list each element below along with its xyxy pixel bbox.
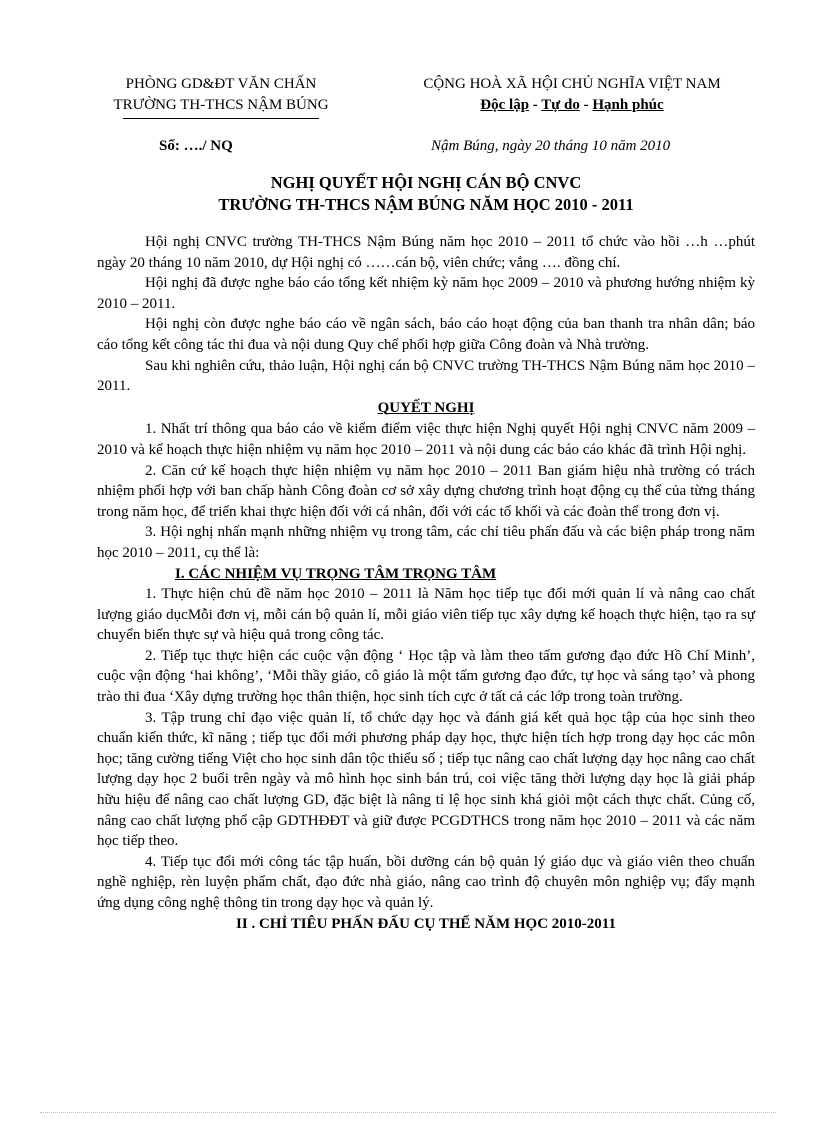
paragraph: Sau khi nghiên cứu, thảo luận, Hội nghị cán bộ CNVC trường TH-THCS Nậm Búng năm học 2010 – 2011.	[97, 357, 755, 395]
resolution-heading: QUYẾT NGHỊ	[377, 399, 475, 416]
task-item: 3. Tập trung chỉ đạo việc quản lí, tổ chức dạy học và đánh giá kết quả học tập của học sinh theo chuẩn kiến thức, kĩ năng ; tiếp tục đổi mới phương pháp dạy học, thực hiện tích hợp trong dạy học các môn học; tăng cường tiếng Việt cho học sinh dân tộc thiểu số ; tiếp tục nâng cao chất lượng dạy học nâng cao chất lượng dạy học 2 buổi trên ngày và mô hình học sinh bán trú, coi việc tăng thời lượng dạy học là giải pháp hữu hiệu để nâng cao chất lượng GD, đặc biệt là nâng tỉ lệ học sinh khá giỏi một cách thực chất. Củng cố, nâng cao chất lượng phổ cập GDTHĐĐT và giữ được PCGDTHCS trong năm học 2010 – 2011 và các năm học tiếp theo.	[97, 709, 755, 850]
document-title	[97, 172, 755, 216]
paragraph: Hội nghị còn được nghe báo cáo về ngân sách, báo cáo hoạt động của ban thanh tra nhân dân; báo cáo tổng kết công tác thi đua và nội dung Quy chế phối hợp giữa Công đoàn và Nhà trường.	[97, 316, 755, 353]
paragraph: Hội nghị CNVC trường TH-THCS Nậm Búng năm học 2010 – 2011 tổ chức vào hồi …h …phút ngày 20 tháng 10 năm 2010, dự Hội nghị có ……cán bộ, viên chức; vắng …. đồng chí.	[97, 234, 755, 271]
department-name: PHÒNG GD&ĐT VĂN CHẤN	[125, 76, 317, 92]
national-motto	[387, 95, 757, 116]
document-body	[97, 232, 755, 934]
task-item: 2. Tiếp tục thực hiện các cuộc vận động ‘ Học tập và làm theo tấm gương đạo đức Hồ Chí Minh’, cuộc vận động ‘hai không’, ‘Mỗi thầy giáo, cô giáo là một tấm gương đạo đức, tự học và sáng tạo’ và phong trào thi đua ‘Xây dựng trường học thân thiện, học sinh tích cực ở tất cả các lớp trong toàn trường.	[97, 647, 755, 706]
resolution-item: 3. Hội nghị nhấn mạnh những nhiệm vụ trong tâm, các chỉ tiêu phấn đấu và các biện pháp trong năm học 2010 – 2011, cụ thể là:	[97, 524, 755, 561]
document-header	[97, 74, 755, 134]
document-page	[97, 74, 755, 934]
motto-separator: -	[529, 97, 542, 113]
motto-freedom: Tự do	[541, 97, 580, 113]
section-heading: I. CÁC NHIỆM VỤ TRỌNG TÂM TRỌNG TÂM	[175, 565, 497, 582]
document-number: Số: …./ NQ	[159, 138, 233, 154]
motto-separator: -	[579, 97, 593, 113]
document-meta	[97, 134, 755, 162]
task-item: 4. Tiếp tục đổi mới công tác tập huấn, bồi dưỡng cán bộ quản lý giáo dục và giáo viên theo chuẩn nghề nghiệp, rèn luyện phẩm chất, đạo đức nhà giáo, nâng cao trình độ chuyên môn nghiệp vụ; đẩy mạnh ứng dụng công nghệ thông tin trong dạy học và quản lý.	[97, 853, 755, 911]
header-left-underline	[123, 118, 319, 119]
issuing-agency	[97, 74, 345, 119]
section-heading: II . CHỈ TIÊU PHẤN ĐẤU CỤ THỂ NĂM HỌC 2010-2011	[236, 915, 616, 932]
task-item: 1. Thực hiện chủ đề năm học 2010 – 2011 là Năm học tiếp tục đổi mới quản lí và nâng cao chất lượng giáo dụcMỗi đơn vị, mỗi cán bộ quản lí, mỗi giáo viên tiếp tục xây dựng kế hoạch thực hiện, tạo ra sự chuyển biến thực sự và hiệu quả trong công tác.	[97, 586, 755, 644]
motto-independence: Độc lập	[480, 97, 530, 113]
title-line-2: TRƯỜNG TH-THCS NẬM BÚNG NĂM HỌC 2010 - 2011	[218, 195, 634, 214]
country-name: CỘNG HOÀ XÃ HỘI CHỦ NGHĨA VIỆT NAM	[423, 76, 721, 92]
page-bottom-divider	[40, 1112, 776, 1113]
motto-happiness: Hạnh phúc	[592, 97, 664, 113]
national-title	[387, 74, 757, 116]
resolution-item: 2. Căn cứ kế hoạch thực hiện nhiệm vụ năm học 2010 – 2011 Ban giám hiệu nhà trường có trách nhiệm phối hợp với ban chấp hành Công đoàn cơ sở xây dựng chương trình hoạt động cụ thể của từng tháng trong năm học, để triển khai thực hiện đối với cá nhân, đối với các tổ khối và các đoàn thể trong đơn vị.	[97, 462, 755, 520]
resolution-item: 1. Nhất trí thông qua báo cáo về kiểm điểm việc thực hiện Nghị quyết Hội nghị CNVC năm 2009 – 2010 và kế hoạch thực hiện nhiệm vụ năm học 2010 – 2011 và nội dung các báo cáo khác đã trình Hội nghị.	[97, 421, 755, 458]
title-line-1: NGHỊ QUYẾT HỘI NGHỊ CÁN BỘ CNVC	[270, 173, 582, 192]
paragraph: Hội nghị đã được nghe báo cáo tổng kết nhiệm kỳ năm học 2009 – 2010 và phương hướng nhiệm kỳ 2010 – 2011.	[97, 275, 755, 312]
place-date: Nậm Búng, ngày 20 tháng 10 năm 2010	[431, 138, 671, 154]
school-name: TRƯỜNG TH-THCS NẬM BÚNG	[113, 97, 329, 113]
